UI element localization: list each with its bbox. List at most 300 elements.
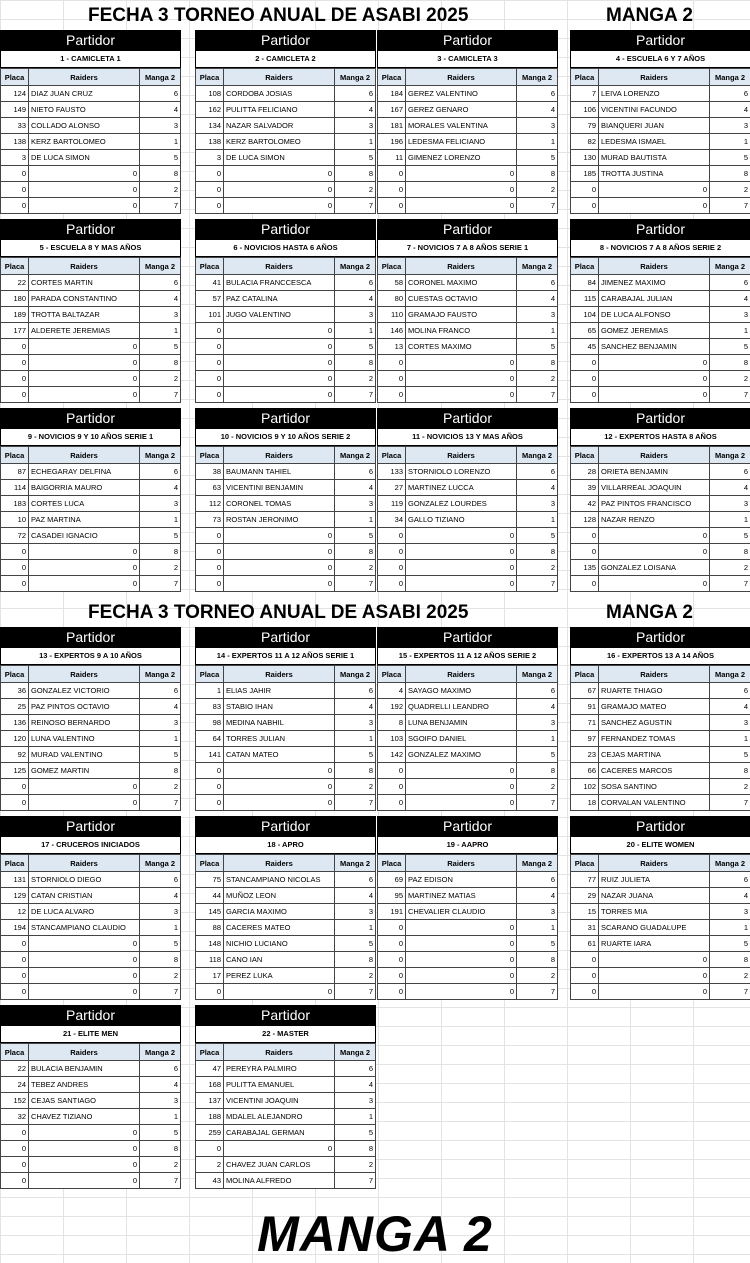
column-header-raiders: Raiders bbox=[224, 1044, 335, 1061]
manga-cell: 2 bbox=[710, 182, 750, 198]
table-row bbox=[1, 1141, 181, 1157]
manga-cell: 6 bbox=[335, 1061, 376, 1077]
placa-cell: 149 bbox=[1, 102, 29, 118]
table-row bbox=[1, 920, 181, 936]
manga-cell: 2 bbox=[517, 371, 558, 387]
raider-name-cell: BULACIA FRANCCESCA bbox=[224, 275, 335, 291]
placa-cell: 75 bbox=[196, 872, 224, 888]
raider-name-cell: LUNA VALENTINO bbox=[29, 731, 140, 747]
raider-name-cell: RUARTE IARA bbox=[599, 936, 710, 952]
table-row bbox=[1, 102, 181, 118]
placa-cell: 0 bbox=[571, 198, 599, 214]
placa-cell: 2 bbox=[196, 1157, 224, 1173]
raider-name-cell: PAZ EDISON bbox=[406, 872, 517, 888]
placa-cell: 22 bbox=[1, 1061, 29, 1077]
table-row bbox=[1, 307, 181, 323]
placa-cell: 18 bbox=[571, 795, 599, 811]
column-header-placa: Placa bbox=[196, 855, 224, 872]
raider-name-cell: GIMENEZ LORENZO bbox=[406, 150, 517, 166]
placa-cell: 0 bbox=[378, 920, 406, 936]
placa-cell: 129 bbox=[1, 888, 29, 904]
raider-name-cell: 0 bbox=[599, 182, 710, 198]
manga-cell: 4 bbox=[710, 102, 750, 118]
table-row bbox=[378, 872, 558, 888]
column-header-manga: Manga 2 bbox=[140, 447, 181, 464]
table-row bbox=[571, 715, 750, 731]
raider-name-cell: GRAMAJO FAUSTO bbox=[406, 307, 517, 323]
placa-cell: 108 bbox=[196, 86, 224, 102]
category-block bbox=[195, 627, 376, 811]
placa-cell: 38 bbox=[196, 464, 224, 480]
manga-cell: 5 bbox=[140, 150, 181, 166]
manga-cell: 5 bbox=[140, 528, 181, 544]
raider-name-cell: DIAZ JUAN CRUZ bbox=[29, 86, 140, 102]
manga-cell: 7 bbox=[140, 198, 181, 214]
category-block bbox=[0, 408, 181, 592]
raider-name-cell: 0 bbox=[29, 968, 140, 984]
category-block bbox=[0, 1005, 181, 1189]
raider-name-cell: 0 bbox=[224, 984, 335, 1000]
placa-cell: 0 bbox=[571, 968, 599, 984]
table-row bbox=[196, 544, 376, 560]
placa-cell: 7 bbox=[571, 86, 599, 102]
raider-name-cell: CATAN CRISTIAN bbox=[29, 888, 140, 904]
raider-name-cell: MORALES VALENTINA bbox=[406, 118, 517, 134]
manga-cell: 1 bbox=[710, 323, 750, 339]
manga-cell: 8 bbox=[517, 166, 558, 182]
manga-cell: 5 bbox=[710, 747, 750, 763]
table-row bbox=[196, 355, 376, 371]
placa-cell: 141 bbox=[196, 747, 224, 763]
category-block bbox=[570, 219, 750, 403]
table-row bbox=[1, 779, 181, 795]
manga-cell: 5 bbox=[335, 528, 376, 544]
placa-cell: 82 bbox=[571, 134, 599, 150]
column-header-raiders: Raiders bbox=[406, 666, 517, 683]
raider-name-cell: COLLADO ALONSO bbox=[29, 118, 140, 134]
manga-cell: 3 bbox=[140, 118, 181, 134]
table-row bbox=[571, 747, 750, 763]
table-header-row bbox=[571, 258, 750, 275]
manga-cell: 3 bbox=[710, 307, 750, 323]
raider-name-cell: 0 bbox=[406, 936, 517, 952]
raider-name-cell: VICENTINI JOAQUIN bbox=[224, 1093, 335, 1109]
manga-cell: 4 bbox=[517, 480, 558, 496]
raider-name-cell: SAYAGO MAXIMO bbox=[406, 683, 517, 699]
partidor-header: Partidor bbox=[0, 219, 181, 240]
manga-cell: 7 bbox=[140, 1173, 181, 1189]
raider-name-cell: GARCIA MAXIMO bbox=[224, 904, 335, 920]
category-block bbox=[377, 30, 558, 214]
placa-cell: 8 bbox=[378, 715, 406, 731]
raider-name-cell: GALLO TIZIANO bbox=[406, 512, 517, 528]
table-row bbox=[571, 464, 750, 480]
table-row bbox=[1, 464, 181, 480]
table-row bbox=[571, 275, 750, 291]
table-row bbox=[1, 763, 181, 779]
table-row bbox=[1, 323, 181, 339]
placa-cell: 152 bbox=[1, 1093, 29, 1109]
placa-cell: 0 bbox=[1, 952, 29, 968]
column-header-placa: Placa bbox=[571, 666, 599, 683]
column-header-placa: Placa bbox=[196, 258, 224, 275]
manga-cell: 4 bbox=[140, 699, 181, 715]
placa-cell: 87 bbox=[1, 464, 29, 480]
table-row bbox=[378, 480, 558, 496]
placa-cell: 23 bbox=[571, 747, 599, 763]
manga-cell: 4 bbox=[335, 480, 376, 496]
placa-cell: 0 bbox=[378, 560, 406, 576]
placa-cell: 0 bbox=[378, 387, 406, 403]
placa-cell: 0 bbox=[1, 795, 29, 811]
table-row bbox=[378, 699, 558, 715]
category-title: 14 - EXPERTOS 11 A 12 AÑOS SERIE 1 bbox=[195, 648, 376, 665]
manga-cell: 4 bbox=[335, 1077, 376, 1093]
placa-cell: 0 bbox=[1, 355, 29, 371]
results-table bbox=[570, 665, 750, 811]
category-title: 2 - CAMICLETA 2 bbox=[195, 51, 376, 68]
placa-cell: 259 bbox=[196, 1125, 224, 1141]
raider-name-cell: SCARANO GUADALUPE bbox=[599, 920, 710, 936]
placa-cell: 131 bbox=[1, 872, 29, 888]
raider-name-cell: MURAD VALENTINO bbox=[29, 747, 140, 763]
table-row bbox=[571, 118, 750, 134]
placa-cell: 22 bbox=[1, 275, 29, 291]
placa-cell: 69 bbox=[378, 872, 406, 888]
category-block bbox=[0, 816, 181, 1000]
manga-cell: 5 bbox=[517, 936, 558, 952]
partidor-header: Partidor bbox=[0, 816, 181, 837]
placa-cell: 79 bbox=[571, 118, 599, 134]
placa-cell: 28 bbox=[571, 464, 599, 480]
raider-name-cell: MURAD BAUTISTA bbox=[599, 150, 710, 166]
placa-cell: 77 bbox=[571, 872, 599, 888]
category-title: 19 - AAPRO bbox=[377, 837, 558, 854]
column-header-raiders: Raiders bbox=[29, 1044, 140, 1061]
raider-name-cell: BAUMANN TAHIEL bbox=[224, 464, 335, 480]
column-header-manga: Manga 2 bbox=[140, 1044, 181, 1061]
table-row bbox=[378, 888, 558, 904]
column-header-manga: Manga 2 bbox=[710, 447, 750, 464]
table-row bbox=[196, 323, 376, 339]
placa-cell: 138 bbox=[1, 134, 29, 150]
table-row bbox=[1, 86, 181, 102]
manga-cell: 3 bbox=[335, 307, 376, 323]
placa-cell: 181 bbox=[378, 118, 406, 134]
sheet-title: FECHA 3 TORNEO ANUAL DE ASABI 2025 bbox=[88, 5, 468, 27]
placa-cell: 31 bbox=[571, 920, 599, 936]
partidor-header: Partidor bbox=[377, 30, 558, 51]
raider-name-cell: 0 bbox=[224, 576, 335, 592]
placa-cell: 15 bbox=[571, 904, 599, 920]
raider-name-cell: 0 bbox=[29, 544, 140, 560]
results-table bbox=[0, 1043, 181, 1189]
manga-cell: 4 bbox=[140, 291, 181, 307]
table-row bbox=[196, 86, 376, 102]
manga-cell: 6 bbox=[710, 464, 750, 480]
raider-name-cell: VILLARREAL JOAQUIN bbox=[599, 480, 710, 496]
manga-cell: 1 bbox=[140, 323, 181, 339]
column-header-raiders: Raiders bbox=[29, 258, 140, 275]
manga-cell: 7 bbox=[335, 1173, 376, 1189]
table-row bbox=[378, 683, 558, 699]
placa-cell: 97 bbox=[571, 731, 599, 747]
table-row bbox=[196, 480, 376, 496]
placa-cell: 125 bbox=[1, 763, 29, 779]
manga-cell: 3 bbox=[335, 118, 376, 134]
placa-cell: 10 bbox=[1, 512, 29, 528]
manga-cell: 8 bbox=[140, 1141, 181, 1157]
raider-name-cell: 0 bbox=[29, 1157, 140, 1173]
table-header-row bbox=[1, 258, 181, 275]
table-row bbox=[196, 715, 376, 731]
table-row bbox=[196, 102, 376, 118]
placa-cell: 137 bbox=[196, 1093, 224, 1109]
placa-cell: 0 bbox=[378, 576, 406, 592]
results-table bbox=[377, 68, 558, 214]
raider-name-cell: CORTES MARTIN bbox=[29, 275, 140, 291]
raider-name-cell: STORNIOLO LORENZO bbox=[406, 464, 517, 480]
table-row bbox=[571, 512, 750, 528]
placa-cell: 12 bbox=[1, 904, 29, 920]
manga-cell: 2 bbox=[335, 779, 376, 795]
raider-name-cell: DE LUCA ALVARO bbox=[29, 904, 140, 920]
table-row bbox=[571, 763, 750, 779]
table-row bbox=[196, 528, 376, 544]
table-row bbox=[196, 1141, 376, 1157]
column-header-manga: Manga 2 bbox=[517, 258, 558, 275]
raider-name-cell: CANO IAN bbox=[224, 952, 335, 968]
partidor-header: Partidor bbox=[0, 408, 181, 429]
raider-name-cell: PAZ CATALINA bbox=[224, 291, 335, 307]
table-row bbox=[378, 339, 558, 355]
column-header-manga: Manga 2 bbox=[517, 447, 558, 464]
partidor-header: Partidor bbox=[570, 408, 750, 429]
column-header-placa: Placa bbox=[1, 855, 29, 872]
manga-cell: 6 bbox=[335, 86, 376, 102]
table-row bbox=[571, 904, 750, 920]
raider-name-cell: MDALEL ALEJANDRO bbox=[224, 1109, 335, 1125]
placa-cell: 57 bbox=[196, 291, 224, 307]
raider-name-cell: 0 bbox=[599, 984, 710, 1000]
raider-name-cell: CORDOBA JOSIAS bbox=[224, 86, 335, 102]
raider-name-cell: MUÑOZ LEON bbox=[224, 888, 335, 904]
placa-cell: 106 bbox=[571, 102, 599, 118]
category-title: 11 - NOVICIOS 13 Y MAS AÑOS bbox=[377, 429, 558, 446]
manga-cell: 7 bbox=[140, 387, 181, 403]
table-row bbox=[571, 86, 750, 102]
manga-cell: 6 bbox=[710, 86, 750, 102]
category-title: 17 - CRUCEROS INICIADOS bbox=[0, 837, 181, 854]
table-row bbox=[1, 291, 181, 307]
placa-cell: 0 bbox=[1, 984, 29, 1000]
table-header-row bbox=[378, 447, 558, 464]
table-row bbox=[196, 307, 376, 323]
manga-cell: 6 bbox=[517, 86, 558, 102]
manga-cell: 2 bbox=[335, 182, 376, 198]
category-title: 8 - NOVICIOS 7 A 8 AÑOS SERIE 2 bbox=[570, 240, 750, 257]
manga-cell: 2 bbox=[710, 560, 750, 576]
raider-name-cell: 0 bbox=[29, 166, 140, 182]
column-header-manga: Manga 2 bbox=[140, 855, 181, 872]
category-title: 21 - ELITE MEN bbox=[0, 1026, 181, 1043]
category-block bbox=[195, 408, 376, 592]
manga-cell: 5 bbox=[140, 747, 181, 763]
column-header-manga: Manga 2 bbox=[710, 258, 750, 275]
partidor-header: Partidor bbox=[195, 1005, 376, 1026]
manga-cell: 1 bbox=[140, 1109, 181, 1125]
column-header-manga: Manga 2 bbox=[517, 666, 558, 683]
manga-cell: 7 bbox=[517, 576, 558, 592]
raider-name-cell: 0 bbox=[29, 560, 140, 576]
raider-name-cell: NAZAR JUANA bbox=[599, 888, 710, 904]
placa-cell: 0 bbox=[378, 166, 406, 182]
manga-cell: 4 bbox=[710, 699, 750, 715]
manga-cell: 7 bbox=[517, 387, 558, 403]
placa-cell: 168 bbox=[196, 1077, 224, 1093]
raider-name-cell: 0 bbox=[406, 952, 517, 968]
table-row bbox=[196, 1109, 376, 1125]
raider-name-cell: 0 bbox=[29, 182, 140, 198]
raider-name-cell: GONZALEZ LOURDES bbox=[406, 496, 517, 512]
raider-name-cell: CEJAS SANTIAGO bbox=[29, 1093, 140, 1109]
table-row bbox=[378, 779, 558, 795]
placa-cell: 41 bbox=[196, 275, 224, 291]
manga-title: MANGA 2 bbox=[606, 602, 693, 624]
table-row bbox=[378, 544, 558, 560]
table-row bbox=[571, 166, 750, 182]
table-row bbox=[1, 528, 181, 544]
raider-name-cell: CASADEI IGNACIO bbox=[29, 528, 140, 544]
manga-cell: 6 bbox=[140, 1061, 181, 1077]
placa-cell: 0 bbox=[1, 339, 29, 355]
column-header-raiders: Raiders bbox=[406, 447, 517, 464]
table-row bbox=[378, 323, 558, 339]
raider-name-cell: 0 bbox=[224, 544, 335, 560]
raider-name-cell: 0 bbox=[406, 763, 517, 779]
column-header-raiders: Raiders bbox=[599, 258, 710, 275]
placa-cell: 0 bbox=[1, 544, 29, 560]
placa-cell: 0 bbox=[196, 576, 224, 592]
placa-cell: 0 bbox=[571, 544, 599, 560]
column-header-raiders: Raiders bbox=[406, 69, 517, 86]
table-row bbox=[571, 683, 750, 699]
table-row bbox=[196, 1077, 376, 1093]
manga-cell: 1 bbox=[140, 134, 181, 150]
manga-cell: 4 bbox=[710, 888, 750, 904]
raider-name-cell: PAZ MARTINA bbox=[29, 512, 140, 528]
column-header-placa: Placa bbox=[196, 1044, 224, 1061]
placa-cell: 0 bbox=[196, 544, 224, 560]
manga-cell: 4 bbox=[517, 888, 558, 904]
manga-cell: 7 bbox=[335, 576, 376, 592]
column-header-placa: Placa bbox=[571, 855, 599, 872]
raider-name-cell: LEDESMA FELICIANO bbox=[406, 134, 517, 150]
manga-cell: 3 bbox=[517, 118, 558, 134]
placa-cell: 124 bbox=[1, 86, 29, 102]
manga-cell: 6 bbox=[140, 683, 181, 699]
manga-cell: 2 bbox=[140, 182, 181, 198]
raider-name-cell: 0 bbox=[224, 355, 335, 371]
results-table bbox=[377, 854, 558, 1000]
table-row bbox=[196, 496, 376, 512]
raider-name-cell: TROTTA JUSTINA bbox=[599, 166, 710, 182]
table-row bbox=[378, 512, 558, 528]
table-row bbox=[571, 560, 750, 576]
table-row bbox=[378, 355, 558, 371]
table-row bbox=[378, 795, 558, 811]
placa-cell: 58 bbox=[378, 275, 406, 291]
raider-name-cell: CARABAJAL GERMAN bbox=[224, 1125, 335, 1141]
results-table bbox=[195, 68, 376, 214]
table-row bbox=[378, 166, 558, 182]
manga-cell: 6 bbox=[517, 683, 558, 699]
raider-name-cell: NAZAR RENZO bbox=[599, 512, 710, 528]
manga-cell: 6 bbox=[517, 275, 558, 291]
category-block bbox=[377, 627, 558, 811]
placa-cell: 64 bbox=[196, 731, 224, 747]
placa-cell: 32 bbox=[1, 1109, 29, 1125]
table-row bbox=[1, 355, 181, 371]
category-block bbox=[195, 816, 376, 1000]
placa-cell: 0 bbox=[1, 166, 29, 182]
table-header-row bbox=[1, 1044, 181, 1061]
placa-cell: 0 bbox=[378, 984, 406, 1000]
category-block bbox=[0, 30, 181, 214]
placa-cell: 0 bbox=[196, 528, 224, 544]
table-row bbox=[571, 795, 750, 811]
raider-name-cell: REINOSO BERNARDO bbox=[29, 715, 140, 731]
column-header-manga: Manga 2 bbox=[335, 447, 376, 464]
table-header-row bbox=[1, 69, 181, 86]
category-block bbox=[0, 219, 181, 403]
category-block bbox=[377, 816, 558, 1000]
partidor-header: Partidor bbox=[377, 408, 558, 429]
raider-name-cell: CORVALAN VALENTINO bbox=[599, 795, 710, 811]
placa-cell: 133 bbox=[378, 464, 406, 480]
table-row bbox=[378, 576, 558, 592]
manga-cell: 4 bbox=[140, 480, 181, 496]
raider-name-cell: KERZ BARTOLOMEO bbox=[29, 134, 140, 150]
column-header-raiders: Raiders bbox=[224, 666, 335, 683]
manga-cell: 1 bbox=[140, 731, 181, 747]
manga-cell: 2 bbox=[710, 968, 750, 984]
table-row bbox=[196, 576, 376, 592]
manga-cell: 7 bbox=[517, 795, 558, 811]
placa-cell: 0 bbox=[196, 182, 224, 198]
raider-name-cell: BIANQUERI JUAN bbox=[599, 118, 710, 134]
raider-name-cell: 0 bbox=[224, 779, 335, 795]
manga-cell: 8 bbox=[140, 166, 181, 182]
manga-cell: 3 bbox=[140, 496, 181, 512]
raider-name-cell: 0 bbox=[599, 952, 710, 968]
placa-cell: 67 bbox=[571, 683, 599, 699]
manga-cell: 3 bbox=[517, 715, 558, 731]
raider-name-cell: 0 bbox=[224, 166, 335, 182]
table-row bbox=[571, 544, 750, 560]
placa-cell: 0 bbox=[196, 779, 224, 795]
manga-cell: 3 bbox=[335, 496, 376, 512]
table-row bbox=[571, 984, 750, 1000]
raider-name-cell: 0 bbox=[406, 355, 517, 371]
manga-cell: 4 bbox=[140, 888, 181, 904]
column-header-placa: Placa bbox=[571, 447, 599, 464]
table-row bbox=[1, 182, 181, 198]
manga-cell: 5 bbox=[140, 936, 181, 952]
placa-cell: 134 bbox=[196, 118, 224, 134]
placa-cell: 177 bbox=[1, 323, 29, 339]
placa-cell: 0 bbox=[571, 984, 599, 1000]
